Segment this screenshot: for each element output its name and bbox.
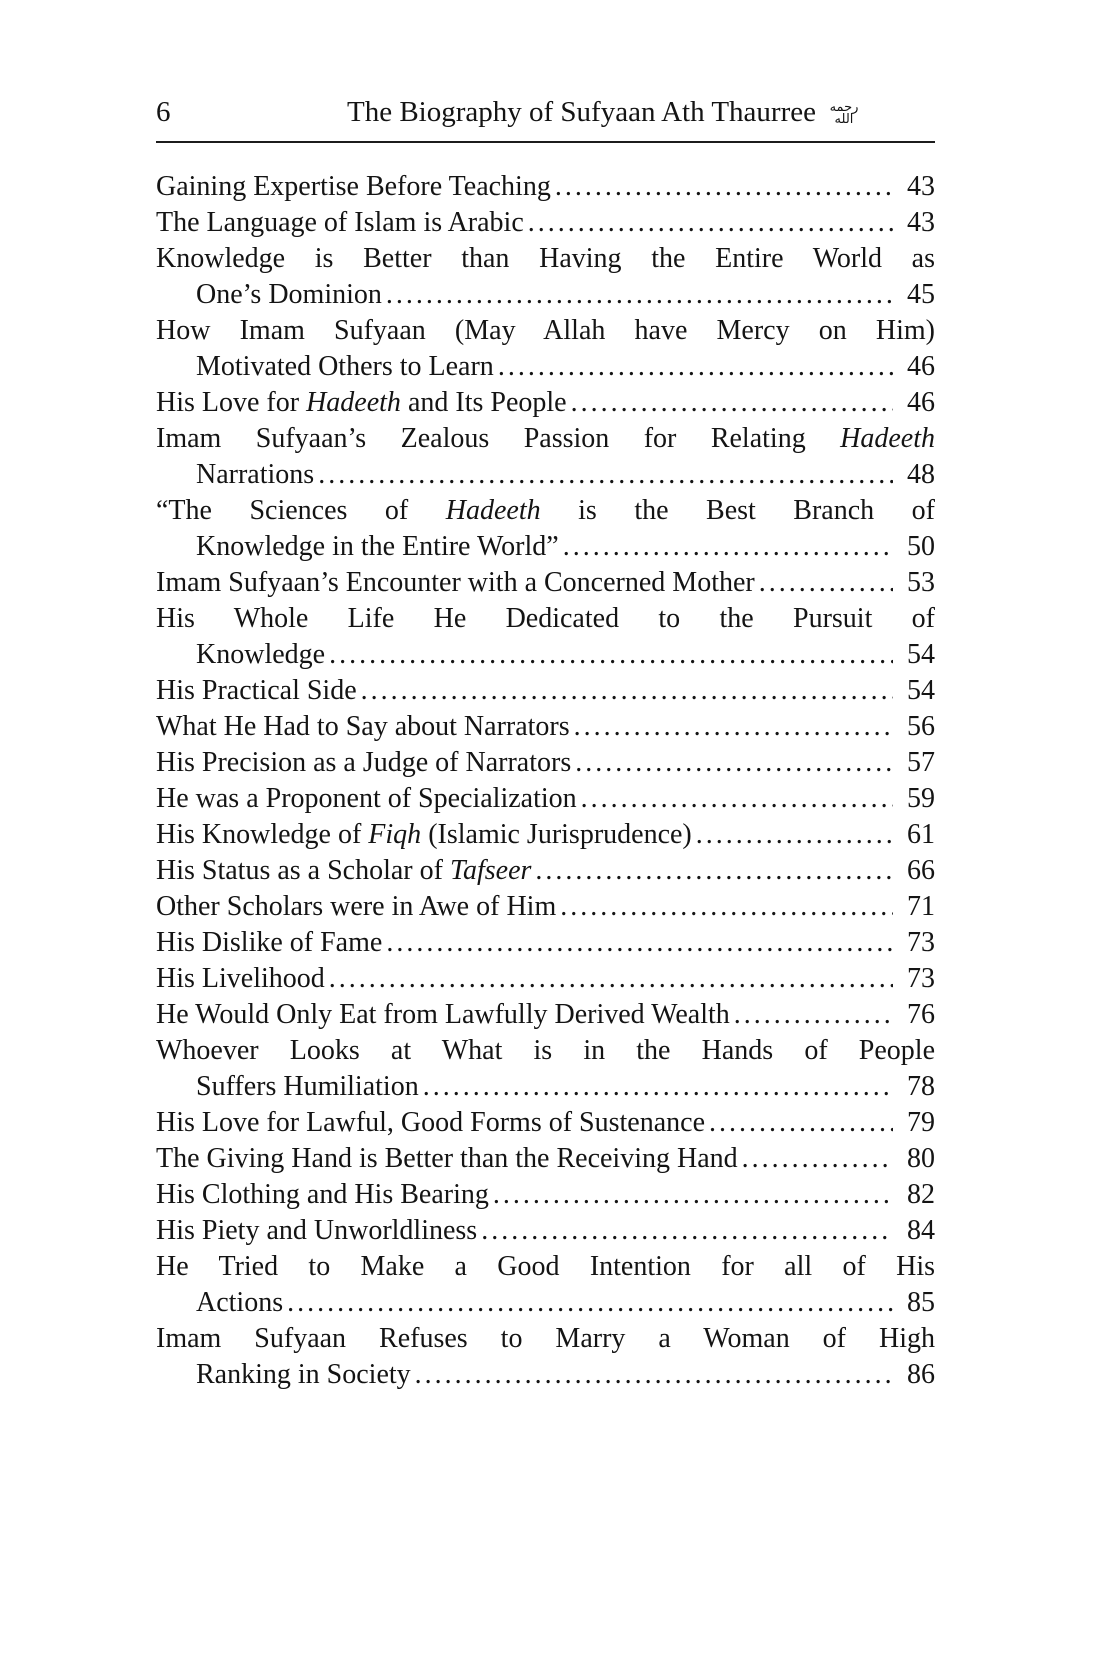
toc-page-number: 73 (907, 927, 935, 958)
toc-page-number: 80 (907, 1143, 935, 1174)
toc-entry-title (156, 889, 556, 925)
toc-entry-line (156, 1177, 935, 1213)
toc-title-segment: Other Scholars were in Awe of Him (156, 891, 557, 922)
toc-title-segment: Knowledge in the Entire World” (196, 531, 559, 562)
toc-title-italic-segment: Hadeeth (840, 423, 935, 454)
toc-entry (156, 961, 935, 997)
toc-entry-line (156, 1357, 935, 1393)
toc-entry-line (156, 601, 935, 637)
toc-entry (156, 817, 935, 853)
book-title: The Biography of Sufyaan Ath Thaurree (347, 96, 816, 128)
toc-entry-title (196, 1069, 419, 1105)
toc-page-number: 46 (907, 351, 935, 382)
toc-title-segment: His Livelihood (156, 963, 325, 994)
dot-leader (560, 889, 893, 925)
toc-entry-line (156, 565, 935, 601)
toc-title-segment: Narrations (196, 459, 315, 490)
toc-entry-line (156, 925, 935, 961)
toc-page-number: 61 (907, 819, 935, 850)
dot-leader (498, 349, 893, 385)
dot-leader (287, 1285, 893, 1321)
toc-entry (156, 1213, 935, 1249)
toc-entry-title (156, 961, 325, 997)
toc-entry-line (156, 961, 935, 997)
dot-leader (423, 1069, 893, 1105)
toc-entry (156, 421, 935, 493)
toc-page-number: 79 (907, 1107, 935, 1138)
toc-page-number: 54 (907, 675, 935, 706)
dot-leader (361, 673, 893, 709)
toc-page-number: 66 (907, 855, 935, 886)
dot-leader (571, 385, 893, 421)
toc-title-segment: One’s Dominion (196, 279, 382, 310)
toc-page-number: 84 (907, 1215, 935, 1246)
toc-entry-line (156, 637, 935, 673)
toc-title-segment: The Language of Islam is Arabic (156, 207, 524, 238)
toc-entry (156, 709, 935, 745)
toc-title-segment: What He Had to Say about Narrators (156, 711, 570, 742)
toc-title-segment: “The Sciences of (156, 495, 446, 526)
toc-entry-line (156, 313, 935, 349)
toc-entry-line (156, 457, 935, 493)
toc-entry (156, 997, 935, 1033)
toc-page-number: 59 (907, 783, 935, 814)
toc-title-segment: The Giving Hand is Better than the Receiving Hand (156, 1143, 738, 1174)
toc-page-number: 53 (907, 567, 935, 598)
toc-entry-title (196, 277, 382, 313)
toc-title-segment: His Knowledge of (156, 819, 369, 850)
toc-title-segment: He Would Only Eat from Lawfully Derived Wealth (156, 999, 730, 1030)
toc-page-number: 46 (907, 387, 935, 418)
toc-page-number: 57 (907, 747, 935, 778)
toc-title-segment: Suffers Humiliation (196, 1071, 419, 1102)
dot-leader (415, 1357, 893, 1393)
dot-leader (742, 1141, 893, 1177)
toc-entry (156, 385, 935, 421)
toc-title-segment: His Clothing and His Bearing (156, 1179, 489, 1210)
toc-title-segment: His Dislike of Fame (156, 927, 383, 958)
toc-entry-title (156, 169, 551, 205)
toc-entry-title (156, 315, 935, 346)
toc-entry-line (156, 1213, 935, 1249)
toc-entry (156, 673, 935, 709)
dot-leader (563, 529, 893, 565)
toc-title-italic-segment: Tafseer (449, 855, 532, 886)
toc-title-segment: His Practical Side (156, 675, 357, 706)
toc-entry-title (156, 423, 935, 454)
toc-page-number: 50 (907, 531, 935, 562)
toc-entry-title (196, 1357, 411, 1393)
toc-title-segment: Knowledge (196, 639, 326, 670)
toc-page-number: 73 (907, 963, 935, 994)
toc-entry (156, 601, 935, 673)
dot-leader (481, 1213, 893, 1249)
toc-entry (156, 241, 935, 313)
toc-entry (156, 1177, 935, 1213)
toc-entry-title (156, 925, 382, 961)
toc-entry-title (156, 1141, 738, 1177)
toc-entry-title (156, 205, 524, 241)
toc-title-segment: His Love for Lawful, Good Forms of Sustenance (156, 1107, 706, 1138)
toc-entry (156, 313, 935, 385)
toc-entry (156, 1321, 935, 1393)
toc-title-italic-segment: Hadeeth (306, 387, 401, 418)
toc-entry-line (156, 889, 935, 925)
toc-entry-line (156, 1249, 935, 1285)
toc-title-segment: His Precision as a Judge of Narrators (156, 747, 572, 778)
toc-entry-line (156, 817, 935, 853)
toc-title-segment: Gaining Expertise Before Teaching (156, 171, 551, 202)
dot-leader (709, 1105, 893, 1141)
toc-page-number: 86 (907, 1359, 935, 1390)
toc-entry-line (156, 1105, 935, 1141)
toc-page-number: 54 (907, 639, 935, 670)
toc-entry-title (156, 565, 755, 601)
toc-entry-title (156, 709, 570, 745)
toc-page-number: 45 (907, 279, 935, 310)
dot-leader (386, 277, 893, 313)
dot-leader (575, 745, 893, 781)
toc-entry-title (156, 817, 692, 853)
toc-title-segment: Imam Sufyaan’s Zealous Passion for Relating (156, 423, 841, 454)
toc-page-number: 78 (907, 1071, 935, 1102)
toc-page-number: 56 (907, 711, 935, 742)
toc-entry-title (156, 1213, 477, 1249)
toc-page-number: 43 (907, 171, 935, 202)
toc-title-segment: (Islamic Jurisprudence) (421, 819, 692, 850)
toc-entry-line (156, 1033, 935, 1069)
toc-entry-line (156, 997, 935, 1033)
toc-page-number: 71 (907, 891, 935, 922)
toc-page-number: 43 (907, 207, 935, 238)
toc-entry-title (156, 1105, 705, 1141)
toc-entry (156, 1249, 935, 1321)
toc-entry-line (156, 421, 935, 457)
dot-leader (329, 961, 893, 997)
toc-entry (156, 1141, 935, 1177)
toc-title-segment: Imam Sufyaan Refuses to Marry a Woman of High (156, 1323, 935, 1354)
honorific-arabic-icon: رحمه الله (829, 100, 859, 128)
toc-entry-title (156, 243, 935, 274)
toc-entry-title (156, 1323, 935, 1354)
toc-entry (156, 1033, 935, 1105)
toc-title-segment: Knowledge is Better than Having the Entire World as (156, 243, 935, 274)
toc-entry-line (156, 169, 935, 205)
toc-entry (156, 745, 935, 781)
dot-leader (528, 205, 893, 241)
toc-entry-line (156, 709, 935, 745)
dot-leader (581, 781, 893, 817)
toc-title-segment: Whoever Looks at What is in the Hands of People (156, 1035, 935, 1066)
toc-title-segment: He Tried to Make a Good Intention for all of His (156, 1251, 935, 1282)
toc-entry (156, 1105, 935, 1141)
toc-title-segment: His Status as a Scholar of (156, 855, 450, 886)
toc-entry-line (156, 1321, 935, 1357)
toc-entry-title (196, 637, 325, 673)
toc-entry-title (196, 529, 559, 565)
toc-entry (156, 853, 935, 889)
toc-entry-title (156, 673, 357, 709)
toc-entry-title (196, 1285, 283, 1321)
toc-entry (156, 565, 935, 601)
dot-leader (555, 169, 893, 205)
toc-entry (156, 925, 935, 961)
dot-leader (329, 637, 893, 673)
page-number: 6 (156, 96, 171, 128)
toc-entry (156, 169, 935, 205)
toc-title-segment: He was a Proponent of Specialization (156, 783, 577, 814)
dot-leader (696, 817, 893, 853)
toc-entry-title (156, 781, 577, 817)
dot-leader (734, 997, 893, 1033)
toc-title-segment: and Its People (400, 387, 567, 418)
toc-entry-line (156, 493, 935, 529)
toc-title-segment: is the Best Branch of (540, 495, 935, 526)
toc-title-segment: His Love for (156, 387, 307, 418)
toc-title-italic-segment: Fiqh (368, 819, 422, 850)
toc-entry-line (156, 673, 935, 709)
toc-entry-line (156, 1141, 935, 1177)
toc-entry (156, 493, 935, 565)
toc-entry-title (196, 349, 494, 385)
toc-title-segment: Ranking in Society (196, 1359, 411, 1390)
toc-entry-line (156, 241, 935, 277)
toc-title-segment: How Imam Sufyaan (May Allah have Mercy on Him) (156, 315, 935, 346)
toc-entry-line (156, 349, 935, 385)
toc-entry-line (156, 745, 935, 781)
toc-page-number: 48 (907, 459, 935, 490)
toc-entry-line (156, 1069, 935, 1105)
toc-title-segment: His Whole Life He Dedicated to the Pursuit of (156, 603, 935, 634)
page-header (156, 96, 935, 143)
toc-entry-title (156, 1177, 489, 1213)
toc-list (156, 169, 935, 1393)
dot-leader (386, 925, 893, 961)
toc-entry-line (156, 277, 935, 313)
toc-page-number: 82 (907, 1179, 935, 1210)
toc-entry-title (156, 853, 531, 889)
toc-title-segment: His Piety and Unworldliness (156, 1215, 478, 1246)
toc-title-segment: Motivated Others to Learn (196, 351, 494, 382)
toc-entry-title (156, 997, 730, 1033)
toc-entry-line (156, 853, 935, 889)
toc-entry (156, 889, 935, 925)
toc-entry-line (156, 781, 935, 817)
toc-entry-title (156, 385, 567, 421)
dot-leader (759, 565, 893, 601)
toc-title-italic-segment: Hadeeth (445, 495, 541, 526)
toc-entry-title (156, 1035, 935, 1066)
toc-page-number: 76 (907, 999, 935, 1030)
toc-entry-line (156, 529, 935, 565)
toc-entry (156, 205, 935, 241)
toc-entry-title (196, 457, 314, 493)
dot-leader (574, 709, 893, 745)
toc-entry-title (156, 745, 571, 781)
toc-entry-line (156, 205, 935, 241)
dot-leader (535, 853, 893, 889)
dot-leader (318, 457, 893, 493)
toc-entry-title (156, 1251, 935, 1282)
page-content (0, 96, 1095, 1393)
toc-entry (156, 781, 935, 817)
toc-entry-line (156, 1285, 935, 1321)
toc-entry-title (156, 495, 935, 526)
toc-entry-line (156, 385, 935, 421)
toc-title-segment: Imam Sufyaan’s Encounter with a Concerned Mother (156, 567, 755, 598)
running-title (276, 96, 935, 129)
toc-entry-title (156, 603, 935, 634)
dot-leader (493, 1177, 893, 1213)
toc-page-number: 85 (907, 1287, 935, 1318)
toc-title-segment: Actions (196, 1287, 284, 1318)
